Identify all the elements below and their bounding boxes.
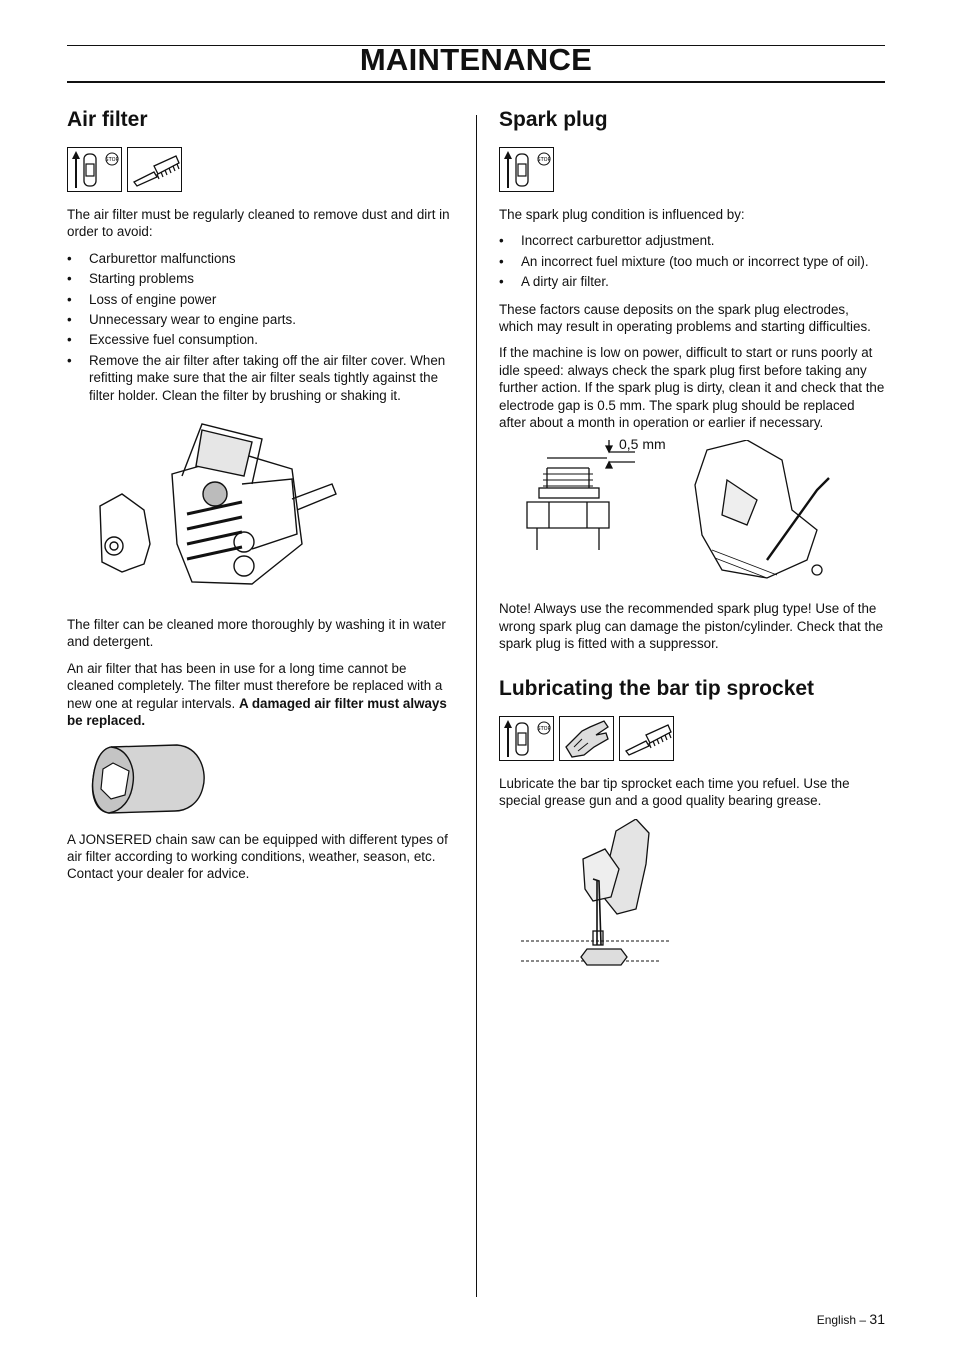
list-item: • Loss of engine power bbox=[67, 291, 455, 308]
bar-tip-lubrication-illustration bbox=[521, 819, 691, 974]
spark-plug-note-text: Note! Always use the recommended spark plug type! Use of the wrong spark plug can damage the piston/cylinder. Check that the spark plug is fitted with a suppressor. bbox=[499, 601, 884, 652]
list-item: • Unnecessary wear to engine parts. bbox=[67, 311, 455, 328]
air-filter-icon-row bbox=[67, 147, 455, 192]
page-number: 31 bbox=[869, 1311, 885, 1327]
svg-text:STOP: STOP bbox=[105, 157, 119, 163]
column-divider bbox=[476, 115, 477, 1297]
footer-dash: – bbox=[859, 1313, 867, 1327]
stop-switch-icon bbox=[499, 716, 554, 761]
list-item: • Remove the air filter after taking off the air filter cover. When refitting make sure that the air filter seals tightly against the filter holder. Clean the filter by brushing or shaking it. bbox=[67, 352, 455, 404]
list-item: • A dirty air filter. bbox=[499, 273, 885, 290]
stop-switch-icon bbox=[67, 147, 122, 192]
air-filter-washing-text: The filter can be cleaned more thoroughly by washing it in water and detergent. bbox=[67, 617, 446, 650]
list-item: • Excessive fuel consumption. bbox=[67, 331, 455, 348]
spark-plug-icon-row bbox=[499, 147, 885, 192]
brush-icon bbox=[127, 147, 182, 192]
air-filter-bullet-list bbox=[67, 250, 455, 404]
glove-icon bbox=[559, 716, 614, 761]
spark-plug-deposits-text: These factors cause deposits on the spark plug electrodes, which may result in operating problems and starting difficulties. bbox=[499, 301, 871, 335]
air-filter-section bbox=[67, 106, 455, 892]
air-filter-intro: The air filter must be regularly cleaned to remove dust and dirt in order to avoid: bbox=[67, 207, 450, 240]
spark-plug-intro: The spark plug condition is influenced by: bbox=[499, 207, 745, 222]
bar-tip-icon-row bbox=[499, 716, 885, 761]
list-item: • An incorrect fuel mixture (too much or incorrect type of oil). bbox=[499, 253, 885, 270]
bar-tip-section bbox=[499, 675, 885, 974]
air-filter-replace-bold: A damaged air filter must always be replaced. bbox=[67, 695, 447, 729]
page-title: MAINTENANCE bbox=[359, 42, 593, 77]
list-item: • Incorrect carburettor adjustment. bbox=[499, 232, 885, 249]
spark-plug-check-text: If the machine is low on power, difficult to start or runs poorly at idle speed: always check the spark plug first before taking any further action. If the spark plug is dirty, clean it and check that the electrode gap is 0.5 mm. The spark plug should be replaced after about a month in operation or earlier if necessary. bbox=[499, 345, 885, 431]
svg-text:STOP: STOP bbox=[537, 157, 551, 163]
spark-plug-section bbox=[499, 106, 885, 986]
stop-switch-icon bbox=[499, 147, 554, 192]
page-footer bbox=[817, 1311, 885, 1327]
brush-icon bbox=[619, 716, 674, 761]
header-bottom-rule bbox=[67, 81, 885, 83]
footer-language: English bbox=[816, 1313, 857, 1327]
bar-tip-text: Lubricate the bar tip sprocket each time you refuel. Use the special grease gun and a good quality bearing grease. bbox=[499, 775, 850, 809]
spark-plug-gap-illustration bbox=[517, 436, 877, 590]
list-item: • Carburettor malfunctions bbox=[67, 250, 455, 267]
air-filter-removal-illustration bbox=[92, 414, 362, 604]
bar-tip-heading: Lubricating the bar tip sprocket bbox=[499, 676, 815, 700]
gap-measurement-label: 0,5 mm bbox=[619, 436, 666, 453]
svg-text:STOP: STOP bbox=[537, 725, 551, 732]
air-filter-replace-plain: An air filter that has been in use for a long time cannot be cleaned completely. The filter must therefore be replaced with a new one at regular intervals. bbox=[67, 660, 443, 711]
spark-plug-bullet-list bbox=[499, 232, 885, 290]
air-filter-heading: Air filter bbox=[67, 108, 148, 131]
spark-plug-heading: Spark plug bbox=[499, 108, 608, 131]
list-item: • Starting problems bbox=[67, 270, 455, 287]
air-filter-types-text: A JONSERED chain saw can be equipped with different types of air filter according to working conditions, weather, season, etc. Contact your dealer for advice. bbox=[67, 831, 448, 882]
air-filter-replace-text bbox=[67, 660, 455, 730]
air-filter-element-illustration bbox=[89, 739, 209, 819]
